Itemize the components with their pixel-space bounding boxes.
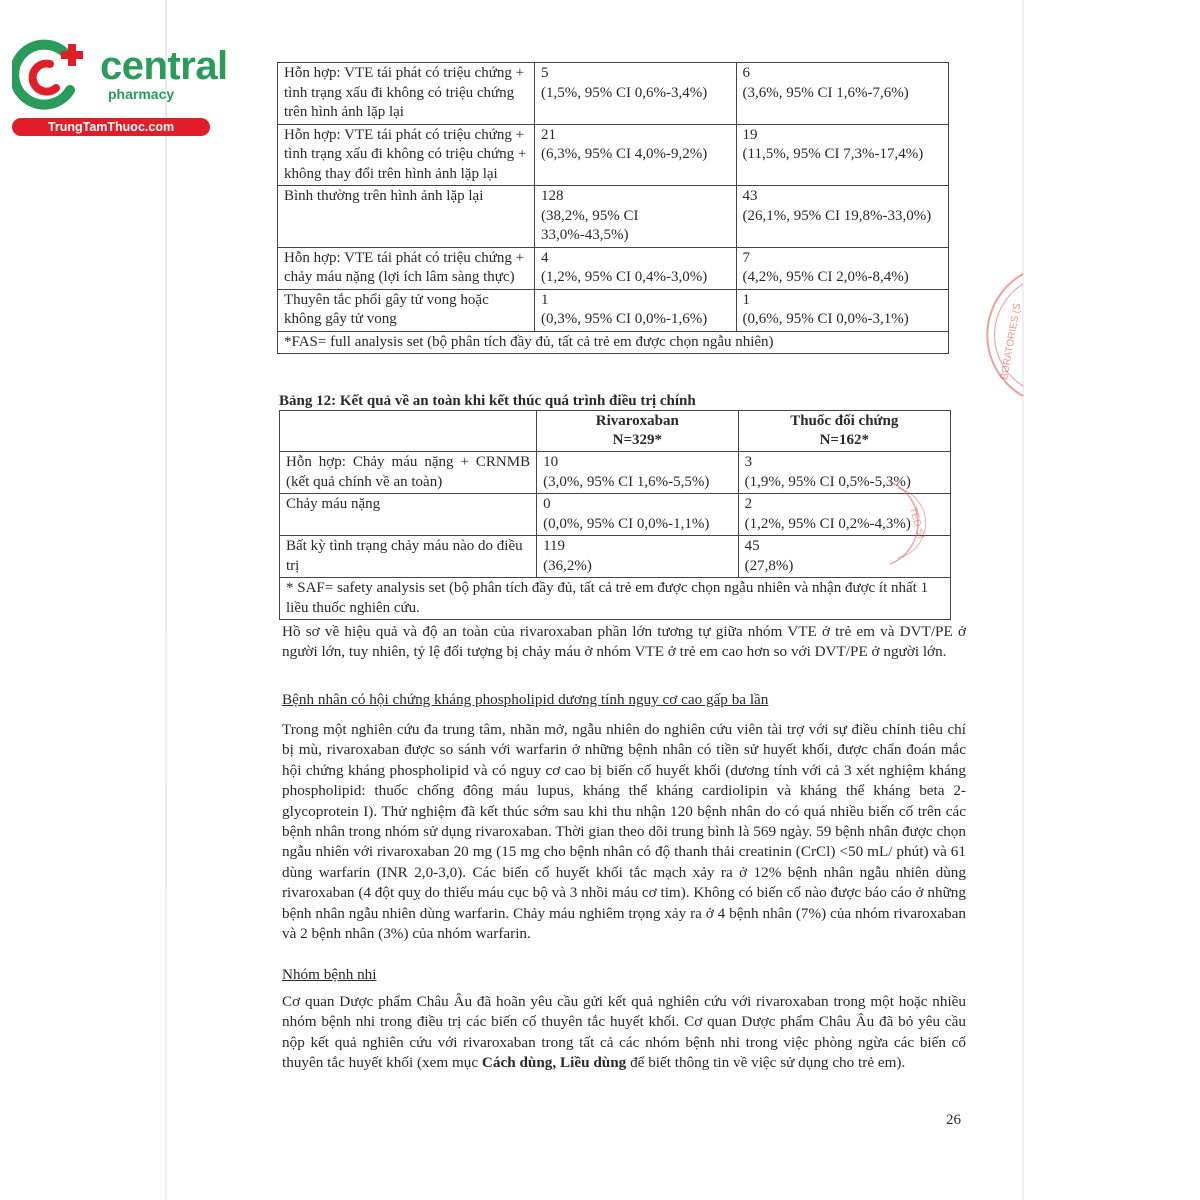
- summary-paragraph: Hồ sơ về hiệu quả và độ an toàn của rivaroxaban phần lớn tương tự giữa nhóm VTE ở trẻ em và DVT/PE ở người lớn, tuy nhiên, tỷ lệ đối tượng bị chảy máu ở nhóm VTE ở trẻ em cao hơn so với DVT/PE ở người lớn.: [282, 623, 966, 661]
- header-empty: [280, 411, 537, 452]
- table-title: Bảng 12: Kết quả về an toàn khi kết thúc quá trình điều trị chính: [279, 393, 696, 409]
- ci-value: (3,0%, 95% CI 1,6%-5,5%): [543, 473, 710, 490]
- table-row: [278, 247, 949, 289]
- rivaroxaban-cell: [535, 289, 737, 331]
- rivaroxaban-cell: [535, 186, 737, 248]
- ci-value: (27,8%): [744, 557, 794, 574]
- header-rivaroxaban: [537, 411, 739, 452]
- row-label: Thuyên tắc phổi gây tử vong hoặc không gây tử vong: [278, 289, 535, 331]
- dosage-section-reference: Cách dùng, Liều dùng: [481, 1054, 627, 1072]
- count-value: 10: [543, 454, 559, 470]
- ci-value: (38,2%, 95% CI 33,0%-43,5%): [541, 207, 639, 243]
- header-n: N=162*: [819, 432, 869, 448]
- ci-value: (0,3%, 95% CI 0,0%-1,6%): [541, 311, 708, 327]
- ci-value: (3,6%, 95% CI 1,6%-7,6%): [742, 84, 909, 101]
- rivaroxaban-cell: [535, 247, 737, 289]
- ci-value: (36,2%): [543, 557, 592, 574]
- count-value: 43: [742, 188, 758, 204]
- ci-value: (0,6%, 95% CI 0,0%-3,1%): [742, 311, 909, 327]
- table-row: [278, 124, 949, 186]
- logo-name: central: [100, 44, 228, 88]
- pediatric-paragraph: [282, 992, 966, 1074]
- count-value: 0: [543, 496, 551, 512]
- stamp-text: TED SI: [907, 505, 927, 540]
- row-label: [280, 452, 537, 494]
- row-label: Bất kỳ tình trạng chảy máu nào do điều trị: [280, 536, 537, 578]
- count-value: 128: [541, 188, 564, 204]
- ci-value: (4,2%, 95% CI 2,0%-8,4%): [742, 269, 909, 285]
- header-label: Rivaroxaban: [595, 413, 679, 429]
- table-row: [278, 186, 949, 248]
- stamp-text: BORATORIES (S: [999, 302, 1024, 381]
- comparator-cell: [736, 186, 948, 248]
- count-value: 21: [541, 126, 557, 143]
- rivaroxaban-cell: [535, 63, 737, 125]
- rivaroxaban-cell: [537, 452, 739, 494]
- rivaroxaban-cell: [537, 494, 739, 536]
- count-value: 5: [541, 65, 549, 81]
- ci-value: (1,2%, 95% CI 0,4%-3,0%): [541, 269, 708, 285]
- count-value: 1: [742, 291, 751, 308]
- count-value: 45: [744, 538, 760, 554]
- rivaroxaban-cell: [537, 536, 739, 578]
- comparator-cell: [736, 124, 948, 186]
- rivaroxaban-cell: [535, 124, 737, 186]
- antiphospholipid-paragraph: Trong một nghiên cứu đa trung tâm, nhãn mở, ngẫu nhiên do nghiên cứu viên tài trợ với sự điều chỉnh tiêu chí bị mù, rivaroxaban được so sánh với warfarin ở những bệnh nhân có tiền sử huyết khối, được chẩn đoán mắc hội chứng kháng phospholipid và có nguy cơ cao bị biến cố huyết khối (dương tính với cả 3 xét nghiệm kháng phospholipid: thuốc chống đông máu lupus, kháng thể kháng cardiolipin và kháng thể kháng beta 2-glycoprotein I). Thử nghiệm đã kết thúc sớm sau khi thu nhận 120 bệnh nhân do có quá nhiều biến cố trên các bệnh nhân trong nhóm sử dụng rivaroxaban. Thời gian theo dõi trung bình là 569 ngày. 59 bệnh nhân được chọn ngẫu nhiên với rivaroxaban 20 mg (15 mg cho bệnh nhân có độ thanh thải creatinin (CrCl) <50 mL/ phút) và 61 dùng warfarin (INR 2,0-3,0). Các biến cố huyết khối tắc mạch xảy ra ở 12% bệnh nhân ngẫu nhiên dùng rivaroxaban (4 đột quỵ do thiếu máu cục bộ và 3 nhồi máu cơ tim). Không có biến cố nào được báo cáo ở những bệnh nhân ngẫu nhiên dùng warfarin. Chảy máu nghiêm trọng xảy ra ở 4 bệnh nhân (7%) của nhóm rivaroxaban và 2 bệnh nhân (3%) của nhóm warfarin.: [282, 721, 966, 943]
- count-value: 1: [541, 291, 549, 308]
- ci-value: (0,0%, 95% CI 0,0%-1,1%): [543, 515, 710, 532]
- row-label: Hỗn hợp: VTE tái phát có triệu chứng + tình trạng xấu đi không có triệu chứng + không thay đổi trên hình ảnh lặp lại: [278, 124, 535, 186]
- section-heading-antiphospholipid: Bệnh nhân có hội chứng kháng phospholipid dương tính nguy cơ cao gấp ba lần: [282, 691, 769, 708]
- ci-value: (1,9%, 95% CI 0,5%-5,3%): [744, 473, 911, 490]
- count-value: 6: [742, 65, 751, 81]
- count-value: 119: [543, 538, 566, 554]
- table-footnote-row: [280, 578, 951, 620]
- row-label: Hỗn hợp: VTE tái phát có triệu chứng + tình trạng xấu đi không có triệu chứng trên hình ảnh lặp lại: [278, 63, 535, 125]
- table-footnote: *FAS= full analysis set (bộ phân tích đầy đủ, tất cả trẻ em được chọn ngẫu nhiên): [278, 331, 949, 354]
- page-edge-left: [165, 0, 167, 1200]
- table-row: [278, 289, 949, 331]
- header-label: Thuốc đối chứng: [790, 413, 899, 429]
- pediatric-text-start: Cơ quan Dược phẩm Châu Âu đã hoãn yêu cầu gửi kết quả nghiên cứu với rivaroxaban trong một hoặc nhiều nhóm bệnh nhi trong điều trị các biến cố thuyên tắc huyết khối. Cơ quan Dược phẩm Châu Âu đã bỏ yêu cầu nộp kết quả nghiên cứu với rivaroxaban trong tất cả các nhóm bệnh nhi trong việc phòng ngừa các biến cố thuyên tắc huyết khối (xem mục: [282, 993, 966, 1072]
- count-value: 19: [742, 126, 758, 143]
- table-row: [278, 63, 949, 125]
- table-row: [280, 494, 951, 536]
- header-comparator: [738, 411, 950, 452]
- row-label: Hỗn hợp: VTE tái phát có triệu chứng + chảy máu nặng (lợi ích lâm sàng thực): [278, 247, 535, 289]
- ci-value: (1,5%, 95% CI 0,6%-3,4%): [541, 84, 708, 101]
- header-n: N=329*: [612, 432, 663, 448]
- table-header-row: [280, 411, 951, 452]
- page-number: 26: [946, 1112, 961, 1128]
- logo-url-badge: TrungTamThuoc.com: [12, 118, 210, 136]
- limited-seal-stamp: [880, 478, 940, 568]
- count-value: 3: [744, 454, 753, 470]
- count-value: 7: [742, 249, 751, 266]
- comparator-cell: [736, 289, 948, 331]
- efficacy-table: [277, 62, 949, 354]
- pediatric-text-end: để biết thông tin về việc sử dụng cho trẻ em).: [626, 1054, 906, 1072]
- table-row: [280, 536, 951, 578]
- table-footnote-row: [278, 331, 949, 354]
- central-pharmacy-logo[interactable]: [12, 38, 228, 138]
- row-label: Bình thường trên hình ảnh lặp lại: [278, 186, 535, 248]
- laboratory-seal-stamp: [985, 270, 1025, 400]
- count-value: 4: [541, 249, 549, 266]
- table-row: [280, 452, 951, 494]
- row-label-text: Hỗn hợp: Chảy máu nặng + CRNMB (kết quả chính về an toàn): [286, 454, 531, 490]
- comparator-cell: [736, 247, 948, 289]
- ci-value: (1,2%, 95% CI 0,2%-4,3%): [744, 515, 911, 532]
- count-value: 2: [744, 496, 753, 512]
- ci-value: (6,3%, 95% CI 4,0%-9,2%): [541, 146, 708, 162]
- safety-table: [279, 410, 951, 620]
- comparator-cell: [736, 63, 948, 125]
- logo-subtitle: pharmacy: [108, 86, 175, 102]
- pharmacy-cross-icon: [12, 38, 92, 114]
- ci-value: (26,1%, 95% CI 19,8%-33,0%): [742, 207, 932, 224]
- section-heading-pediatric: Nhóm bệnh nhi: [282, 966, 377, 983]
- ci-value: (11,5%, 95% CI 7,3%-17,4%): [742, 146, 924, 162]
- row-label: Chảy máu nặng: [280, 494, 537, 536]
- table-footnote: * SAF= safety analysis set (bộ phân tích đầy đủ, tất cả trẻ em được chọn ngẫu nhiên và nhận được ít nhất 1 liều thuốc nghiên cứu.: [280, 578, 951, 620]
- page-edge-right: [1022, 0, 1024, 1200]
